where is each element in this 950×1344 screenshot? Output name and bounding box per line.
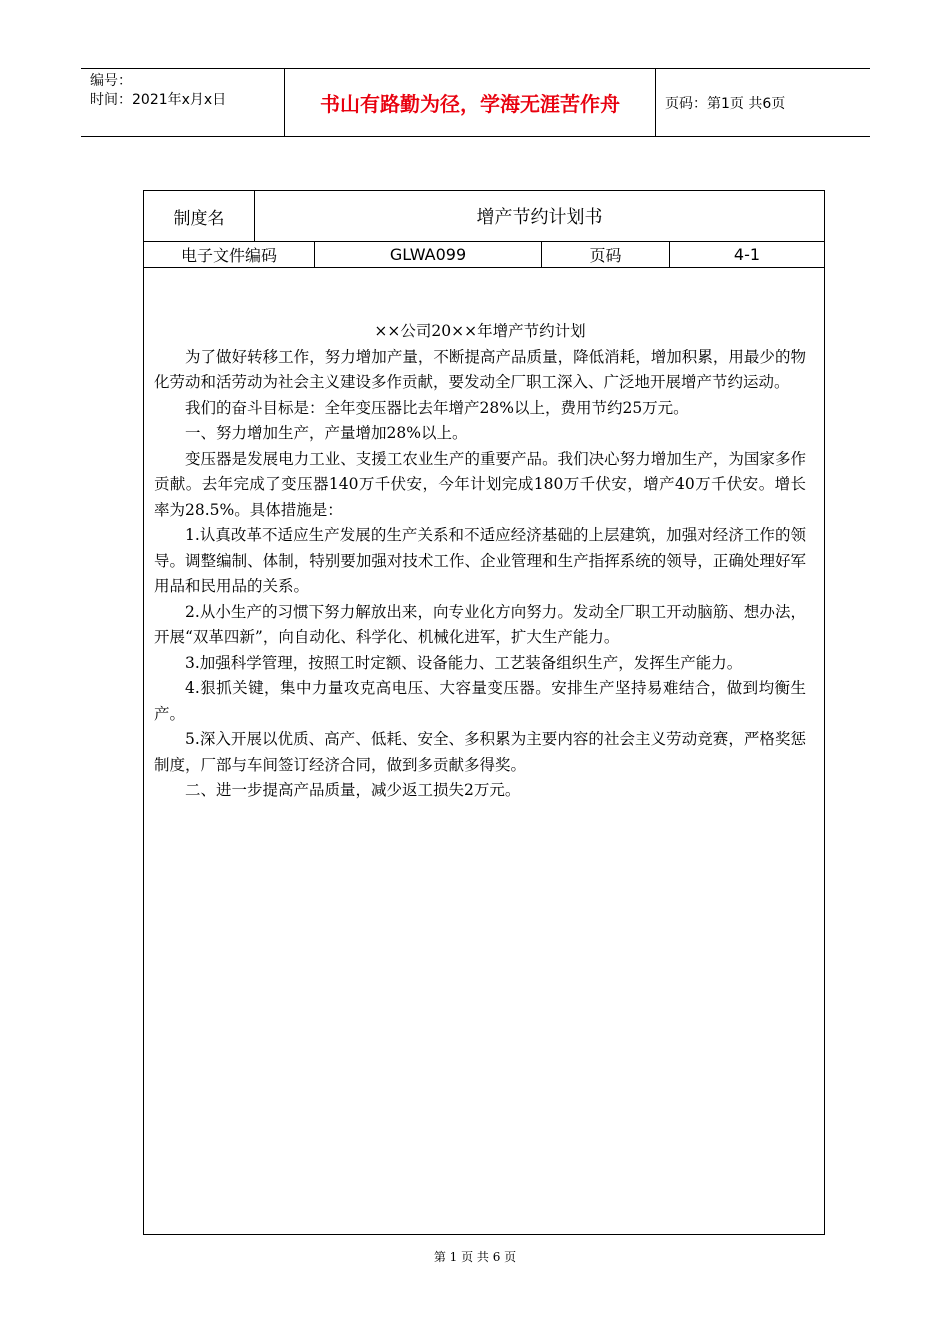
form-row-name xyxy=(144,191,824,242)
regulation-name-label: 制度名 xyxy=(144,191,255,241)
regulation-name-value: 增产节约计划书 xyxy=(476,207,603,228)
page-header xyxy=(81,68,870,137)
document-body xyxy=(154,319,806,804)
number-label: 编号： xyxy=(90,73,132,89)
page-label: 页码 xyxy=(542,242,670,267)
page-value: 4-1 xyxy=(733,245,761,264)
header-motto: 书山有路勤为径，学海无涯苦作舟 xyxy=(284,69,656,136)
paragraph: 我们的奋斗目标是：全年变压器比去年增产28%以上，费用节约25万元。 xyxy=(185,398,689,417)
form-row-code xyxy=(144,242,824,268)
file-code-label: 电子文件编码 xyxy=(144,242,315,267)
paragraph: 1.认真改革不适应生产发展的生产关系和不适应经济基础的上层建筑，加强对经济工作的领导。调整编制、体制，特别要加强对技术工作、企业管理和生产指挥系统的领导，正确处理好军用品和民用品的关系。 xyxy=(154,526,806,595)
page-footer: 第 1 页 共 6 页 xyxy=(433,1250,517,1264)
document-frame xyxy=(143,190,825,1235)
paragraph: 变压器是发展电力工业、支援工农业生产的重要产品。我们决心努力增加生产，为国家多作贡献。去年完成了变压器140万千伏安，今年计划完成180万千伏安，增产40万千伏安。增长率为28.5%。具体措施是： xyxy=(154,449,806,519)
paragraph: 5.深入开展以优质、高产、低耗、安全、多积累为主要内容的社会主义劳动竞赛，严格奖惩制度，厂部与车间签订经济合同，做到多贡献多得奖。 xyxy=(154,730,806,774)
paragraph: 3.加强科学管理，按照工时定额、设备能力、工艺装备组织生产，发挥生产能力。 xyxy=(185,653,743,672)
document-title: ××公司20××年增产节约计划 xyxy=(374,322,586,340)
paragraph: 一、努力增加生产，产量增加28%以上。 xyxy=(185,424,468,442)
paragraph: 4.狠抓关键，集中力量攻克高电压、大容量变压器。安排生产坚持易难结合，做到均衡生产。 xyxy=(154,679,806,723)
header-meta xyxy=(81,69,284,136)
time-label: 时间：2021年x月x日 xyxy=(90,92,227,108)
paragraph: 2.从小生产的习惯下努力解放出来，向专业化方向努力。发动全厂职工开动脑筋、想办法，开展“双革四新”，向自动化、科学化、机械化进军，扩大生产能力。 xyxy=(154,602,806,646)
paragraph: 二、进一步提高产品质量，减少返工损失2万元。 xyxy=(185,781,521,799)
header-page-info: 页码：第1页 共6页 xyxy=(665,95,786,112)
paragraph: 为了做好转移工作，努力增加产量，不断提高产品质量，降低消耗，增加积累，用最少的物化劳动和活劳动为社会主义建设多作贡献，要发动全厂职工深入、广泛地开展增产节约运动。 xyxy=(154,347,806,391)
file-code-value: GLWA099 xyxy=(315,242,542,267)
